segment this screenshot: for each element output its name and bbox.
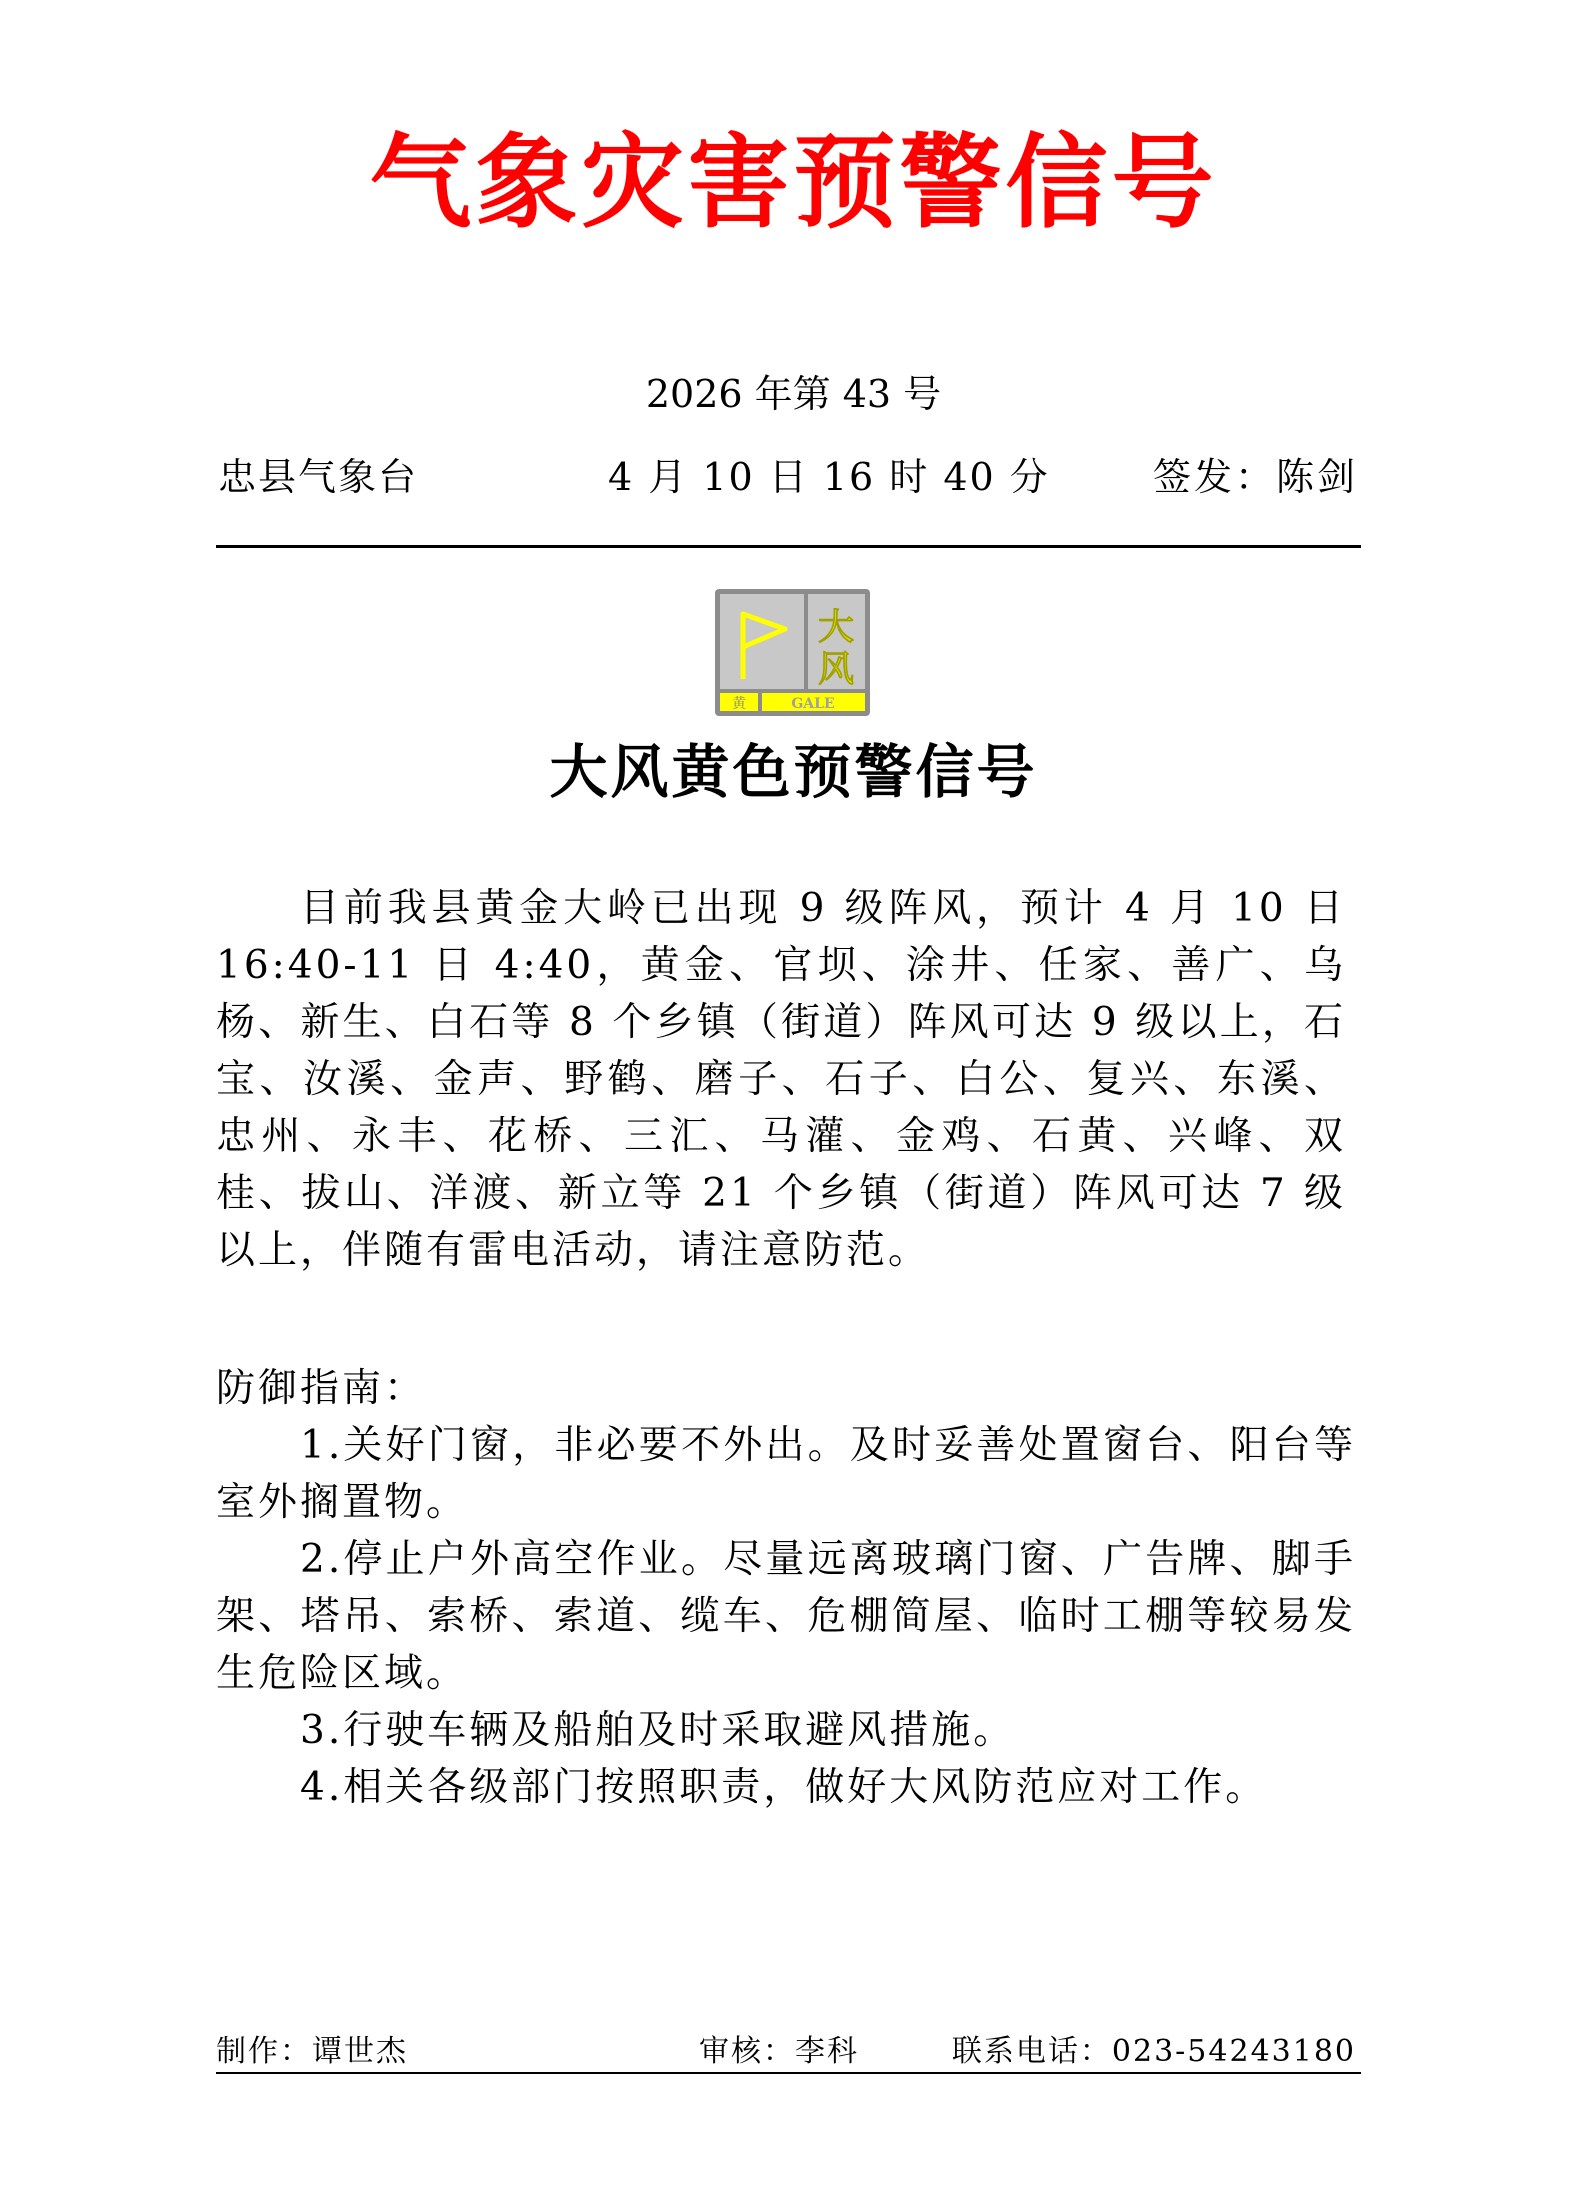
warning-subtitle: 大风黄色预警信号 — [549, 738, 1038, 806]
guide-item: 1.关好门窗，非必要不外出。及时妥善处置窗台、阳台等室外搁置物。 — [216, 1423, 1356, 1525]
icon-label-en: GALE — [791, 696, 835, 712]
main-title: 气象灾害预警信号 — [369, 123, 1218, 243]
icon-label-cn-1: 大 — [817, 606, 855, 648]
issue-number: 2026 年第 43 号 — [645, 372, 942, 416]
icon-label-cn-2: 风 — [817, 648, 855, 690]
signer: 签发：陈剑 — [1152, 455, 1358, 499]
issue-datetime: 4 月 10 日 16 时 40 分 — [608, 455, 1050, 499]
icon-label-cn-small: 黄 — [732, 696, 746, 712]
footer-phone: 联系电话：023-54243180 — [951, 2034, 1356, 2069]
guide-heading: 防御指南： — [216, 1366, 427, 1411]
meta-row — [218, 455, 1358, 505]
footer — [216, 2034, 1356, 2074]
footer-maker: 制作：谭世杰 — [216, 2034, 408, 2069]
footer-divider — [216, 2072, 1361, 2074]
guide-item: 4.相关各级部门按照职责，做好大风防范应对工作。 — [300, 1765, 1268, 1810]
footer-reviewer: 审核：李科 — [699, 2034, 859, 2069]
guide-item: 2.停止户外高空作业。尽量远离玻璃门窗、广告牌、脚手架、塔吊、索桥、索道、缆车、危棚简屋、临时工棚等较易发生危险区域。 — [216, 1537, 1356, 1696]
gale-yellow-warning-icon — [715, 589, 870, 716]
issuing-agency: 忠县气象台 — [218, 455, 419, 499]
guide-item: 3.行驶车辆及船舶及时采取避风措施。 — [300, 1708, 1016, 1753]
warning-body: 目前我县黄金大岭已出现 9 级阵风，预计 4 月 10 日 16:40-11 日 4:40，黄金、官坝、涂井、任家、善广、乌杨、新生、白石等 8 个乡镇（街道）阵风可达 9 级以上，石宝、汝溪、金声、野鹤、磨子、石子、白公、复兴、东溪、忠州、永丰、花桥、三汇、马灌、金鸡、石黄、兴峰、双桂、拔山、洋渡、新立等 21 个乡镇（街道）阵风可达 7 级以上，伴随有雷电活动，请注意防范。 — [216, 886, 1346, 1273]
header-divider — [216, 545, 1361, 548]
defense-guide — [216, 1360, 1356, 1816]
gale-icon-graphic — [715, 589, 870, 716]
